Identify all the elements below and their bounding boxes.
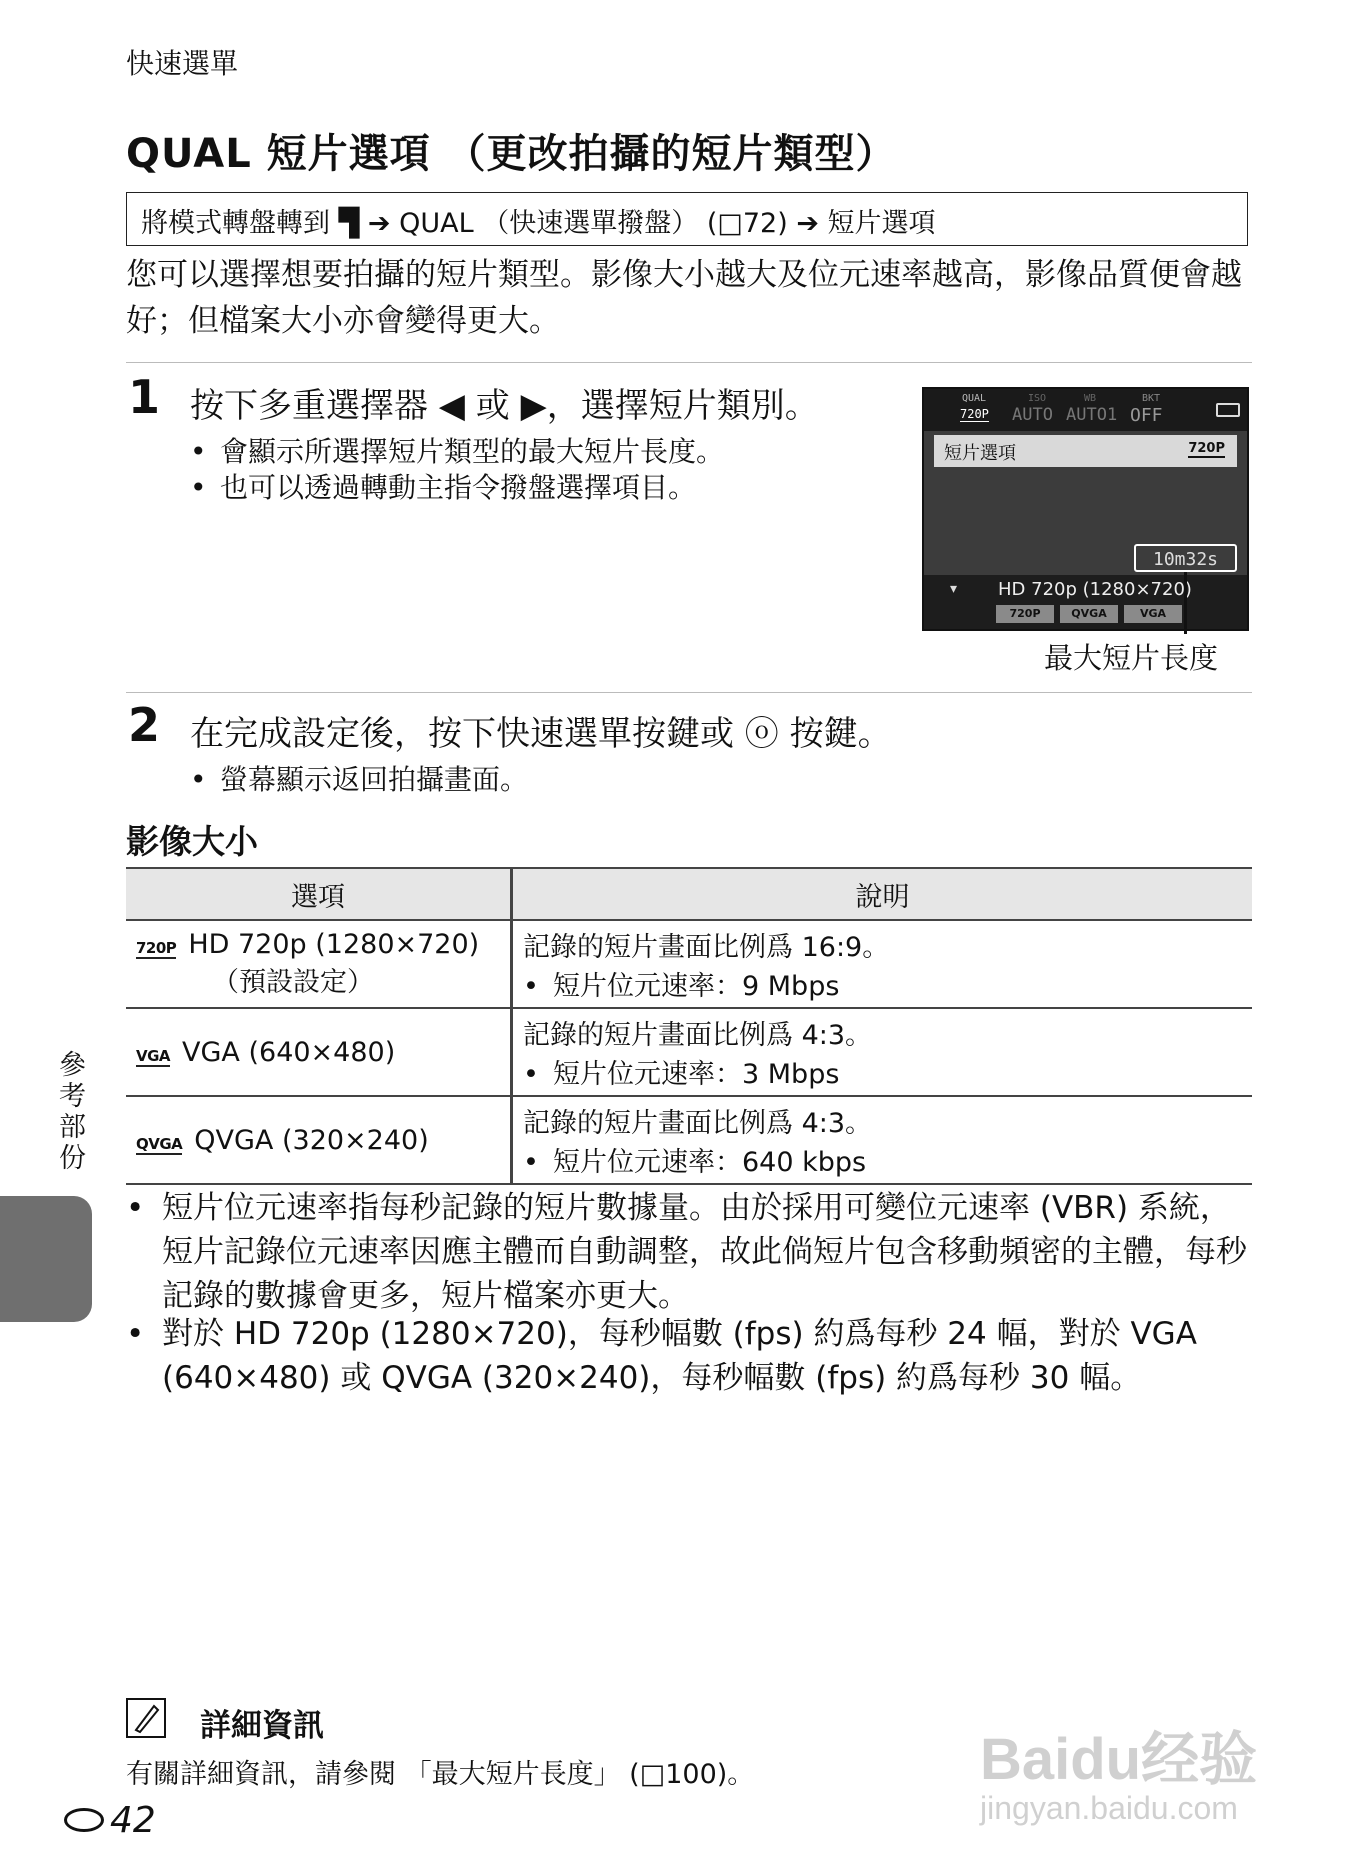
note-item	[126, 1312, 1252, 1400]
note-text: 對於 HD 720p (1280×720)，每秒幅數 (fps) 約爲每秒 24 幅，對於 VGA (640×480) 或 QVGA (320×240)，每秒幅數 (fps) 約爲每秒 30 幅。	[162, 1316, 1197, 1396]
step-1-text: 按下多重選擇器 ◀ 或 ▶，選擇短片類別。	[190, 386, 819, 426]
pencil-icon	[126, 1698, 166, 1738]
column-header: 選項	[126, 868, 512, 920]
option-720p: 720P	[996, 605, 1054, 623]
step-1-bullet: • 也可以透過轉動主指令撥盤選擇項目。	[190, 466, 696, 506]
description-text: 記錄的短片畫面比例爲 16:9。	[523, 932, 890, 963]
description-cell	[512, 920, 1253, 1008]
intro-paragraph: 您可以選擇想要拍攝的短片類型。影像大小越大及位元速率越高，影像品質便會越好；但檔案大小亦會變得更大。	[126, 257, 1242, 339]
option-cell	[126, 1096, 512, 1184]
bkt-label: BKT	[1142, 393, 1161, 404]
menu-value-icon: 720P	[1188, 441, 1225, 456]
bullet-dot: •	[126, 1190, 145, 1226]
max-length-readout: 10m32s	[1134, 544, 1237, 572]
table-row	[126, 1096, 1252, 1184]
watermark-url: jingyan.baidu.com	[980, 1790, 1238, 1826]
side-tab-marker	[0, 1196, 92, 1322]
detail-text: 有關詳細資訊，請參閱 「最大短片長度」 (□100)。	[126, 1759, 755, 1790]
step-1-bullet: • 會顯示所選擇短片類型的最大短片長度。	[190, 430, 724, 470]
step-2-bullet: • 螢幕顯示返回拍攝畫面。	[190, 758, 528, 798]
step-2-number: 2	[128, 698, 161, 752]
detail-title: 詳細資訊	[200, 1708, 324, 1744]
menu-row	[934, 435, 1237, 467]
qvga-icon: QVGA	[136, 1134, 183, 1153]
table-heading: 影像大小	[126, 822, 258, 861]
step-2-text: 在完成設定後，按下快速選單按鍵或 ⓞ 按鍵。	[190, 714, 892, 754]
note-item	[126, 1186, 1252, 1318]
side-section-label: 參考部份	[54, 1050, 85, 1174]
step-1-number: 1	[128, 370, 161, 424]
movie-icon: ▾	[950, 581, 958, 597]
divider	[126, 362, 1252, 363]
menu-path: 將模式轉盤轉到 ▜ ➔ QUAL （快速選單撥盤） (□72) ➔ 短片選項	[126, 192, 1248, 246]
iso-label: ISO	[1028, 393, 1047, 404]
option-name: QVGA (320×240)	[194, 1124, 429, 1156]
bitrate-bullet: • 短片位元速率：3 Mbps	[523, 1052, 1242, 1091]
page-title: QUAL 短片選項 （更改拍攝的短片類型）	[126, 131, 897, 177]
option-cell	[126, 920, 512, 1008]
bitrate-bullet: • 短片位元速率：640 kbps	[523, 1140, 1242, 1179]
option-qvga: QVGA	[1060, 605, 1118, 623]
quality-icon: 720P	[960, 407, 989, 421]
iso-value: AUTO	[1012, 405, 1053, 425]
reference-icon	[64, 1808, 104, 1832]
bitrate-bullet: • 短片位元速率：9 Mbps	[523, 964, 1242, 1003]
watermark-logo: Baidu经验	[980, 1727, 1258, 1792]
description-text: 記錄的短片畫面比例爲 4:3。	[523, 1020, 873, 1051]
table-row	[126, 920, 1252, 1008]
option-cell	[126, 1008, 512, 1096]
divider	[126, 692, 1252, 693]
page-number: 42	[110, 1800, 156, 1841]
camera-status-bar	[924, 389, 1247, 431]
wb-value: AUTO1	[1066, 405, 1118, 425]
hd720p-icon: 720P	[136, 939, 177, 957]
option-vga: VGA	[1124, 605, 1182, 623]
qual-label: QUAL	[962, 393, 987, 404]
callout-line	[1184, 572, 1187, 634]
camera-screen	[922, 387, 1249, 631]
section-header: 快速選單	[126, 47, 239, 80]
menu-label: 短片選項	[944, 443, 1016, 464]
option-bar	[924, 575, 1247, 629]
description-cell	[512, 1008, 1253, 1096]
option-label: HD 720p (1280×720)	[998, 579, 1192, 600]
option-name: HD 720p (1280×720)	[188, 929, 480, 960]
description-cell	[512, 1096, 1253, 1184]
bkt-value: OFF	[1130, 405, 1163, 426]
wb-label: WB	[1084, 393, 1097, 404]
note-text: 短片位元速率指每秒記錄的短片數據量。由於採用可變位元速率 (VBR) 系統，短片記錄位元速率因應主體而自動調整，故此倘短片包含移動頻密的主體，每秒記錄的數據會更多，短片檔案亦更大。	[162, 1190, 1247, 1314]
description-text: 記錄的短片畫面比例爲 4:3。	[523, 1108, 873, 1139]
option-default-note: （預設設定）	[212, 967, 374, 998]
table-row	[126, 1008, 1252, 1096]
image-size-table	[126, 867, 1252, 1185]
option-name: VGA (640×480)	[182, 1036, 396, 1068]
column-header: 說明	[512, 868, 1253, 920]
battery-icon	[1216, 403, 1240, 417]
callout-label: 最大短片長度	[1044, 641, 1219, 675]
bullet-dot: •	[126, 1316, 145, 1352]
vga-icon: VGA	[136, 1046, 171, 1065]
